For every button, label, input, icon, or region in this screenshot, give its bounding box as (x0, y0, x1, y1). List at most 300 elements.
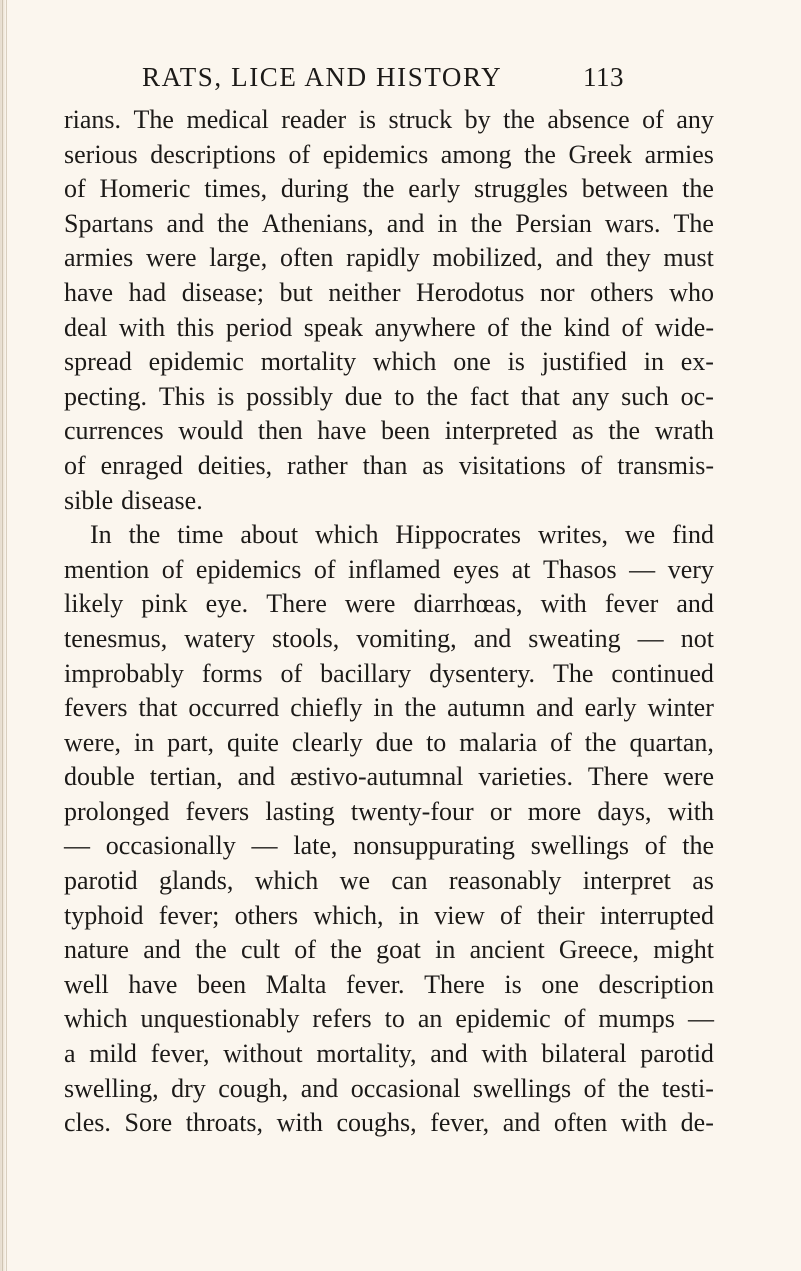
word: interpret (582, 866, 671, 896)
word: justified (541, 347, 627, 377)
word: but (279, 277, 313, 307)
word: fever. (346, 969, 405, 999)
word: description (598, 969, 714, 999)
word: dry (171, 1073, 206, 1103)
word: quartan, (629, 727, 714, 757)
word: of (313, 554, 336, 584)
word: mild (89, 1039, 137, 1069)
word: and (676, 589, 714, 619)
word: a (64, 1039, 76, 1069)
word: descriptions (150, 139, 276, 169)
word: the (608, 416, 641, 446)
word: were (663, 762, 714, 792)
word: then (257, 416, 303, 446)
word: and (473, 623, 512, 653)
word: coughs, (336, 1108, 417, 1138)
text-line (64, 276, 714, 311)
word: often (553, 1108, 608, 1138)
word: sweating (528, 623, 621, 653)
word: mobilized, (432, 243, 543, 273)
word: of (644, 831, 667, 861)
text-line (64, 1106, 714, 1141)
text-line (64, 691, 714, 726)
text-line (64, 657, 714, 692)
word: lasting (265, 796, 335, 826)
word: any (571, 381, 610, 411)
word: find (672, 520, 714, 550)
word: epidemic (455, 1004, 551, 1034)
word: likely (64, 589, 124, 619)
word: of (294, 935, 316, 965)
word: swellings (472, 1073, 572, 1103)
text-line (64, 484, 714, 519)
word: to (384, 1004, 405, 1034)
word: epidemic (148, 347, 244, 377)
word: of (161, 554, 184, 584)
word: throats, (185, 1108, 264, 1138)
word: quite (226, 727, 279, 757)
text-line (64, 518, 714, 553)
word: ex- (680, 347, 714, 377)
word: might (653, 935, 714, 965)
word: — (64, 831, 90, 861)
word: There (424, 969, 485, 999)
word: that (138, 693, 178, 723)
text-line (64, 1037, 714, 1072)
word: in (133, 727, 155, 757)
word: refers (312, 1004, 372, 1034)
text-line (64, 553, 714, 588)
word: Persian (515, 208, 592, 238)
word: nature (64, 935, 129, 965)
word: inflamed (348, 554, 441, 584)
word: between (581, 174, 669, 204)
word: The (673, 208, 714, 238)
word: visitations (458, 450, 566, 480)
word: the (470, 208, 503, 238)
word: in (373, 693, 394, 723)
word: pink (141, 589, 188, 619)
word: fever; (158, 900, 220, 930)
word: medical (186, 105, 269, 134)
word: with (667, 796, 714, 826)
word: have (128, 969, 178, 999)
word: of (280, 658, 303, 688)
body-text (64, 103, 714, 1141)
word: fever (604, 589, 659, 619)
word: clearly (291, 727, 363, 757)
word: parotid (640, 1039, 714, 1069)
word: an (417, 1004, 443, 1034)
word: speak (303, 312, 363, 342)
word: the (617, 1073, 650, 1103)
page-edge (0, 0, 7, 1271)
word: — (637, 623, 664, 653)
word: struggles (473, 174, 568, 204)
word: the (128, 520, 161, 550)
word: dysentery. (429, 658, 536, 688)
word: due (344, 381, 383, 411)
word: mention (64, 554, 150, 584)
word: would (178, 416, 244, 446)
word: in (435, 935, 456, 965)
word: spread (64, 347, 132, 377)
word: to (426, 727, 447, 757)
word: deities, (197, 450, 273, 480)
word: unquestionably (140, 1004, 300, 1034)
word: of (487, 312, 509, 342)
word: large, (209, 243, 268, 273)
word: tertian, (149, 762, 223, 792)
word: twenty-four (350, 796, 474, 826)
word: days, (597, 796, 652, 826)
word: varieties. (478, 762, 573, 792)
word: period (225, 312, 293, 342)
running-head (142, 62, 624, 96)
word: we (624, 520, 656, 550)
word: reasonably (448, 866, 562, 896)
word: There (266, 589, 327, 619)
word: fevers (185, 796, 250, 826)
word: cult (240, 935, 280, 965)
word: Hippocrates (395, 520, 522, 550)
word: of (642, 105, 664, 134)
word: — (629, 554, 656, 584)
text-line (64, 760, 714, 795)
word: reader (281, 105, 347, 134)
word: is (217, 381, 235, 411)
word: cles. (64, 1108, 111, 1138)
word: the (404, 693, 437, 723)
word: Malta (265, 969, 327, 999)
word: one (541, 969, 579, 999)
text-line (64, 380, 714, 415)
word: than (362, 450, 408, 480)
word: with (276, 1108, 323, 1138)
word: the (426, 381, 459, 411)
word: at (511, 554, 531, 584)
word: not (680, 623, 714, 653)
text-line (64, 241, 714, 276)
text-line (64, 1002, 714, 1037)
word: of (500, 900, 522, 930)
word: parotid (64, 866, 138, 896)
word: the (682, 174, 714, 204)
word: the (520, 312, 553, 342)
word: chiefly (290, 693, 363, 723)
word: that (520, 381, 560, 411)
word: the (217, 208, 249, 238)
word: of (64, 450, 86, 480)
word: they (605, 243, 651, 273)
word: in (398, 900, 419, 930)
word: we (339, 866, 370, 896)
word: forms (201, 658, 263, 688)
word: which (314, 520, 379, 550)
word: were (344, 589, 396, 619)
word: interrupted (599, 900, 714, 930)
text-line (64, 899, 714, 934)
text-line (64, 795, 714, 830)
word: early (584, 693, 637, 723)
word: possibly (246, 381, 333, 411)
word: others (234, 900, 299, 930)
word: in (643, 347, 664, 377)
text-line (64, 103, 714, 138)
word: fevers (64, 693, 128, 723)
word: struck (388, 105, 453, 134)
word: fever, (430, 1108, 490, 1138)
word: epidemics (322, 139, 429, 169)
word: disease. (121, 485, 203, 515)
word: time (177, 520, 224, 550)
text-line (64, 311, 714, 346)
word: the (194, 935, 227, 965)
word: their (536, 900, 585, 930)
word: neither (328, 277, 401, 307)
word: others (590, 277, 654, 307)
word: the (503, 105, 535, 134)
word: the (524, 139, 556, 169)
word: had (128, 277, 167, 307)
word: mortality (260, 347, 357, 377)
word: nonsuppurating (353, 831, 515, 861)
text-line (64, 829, 714, 864)
word: Herodotus (416, 277, 525, 307)
text-line (64, 172, 714, 207)
word: and (502, 1108, 541, 1138)
word: ancient (469, 935, 545, 965)
word: In (90, 520, 112, 550)
text-line (64, 587, 714, 622)
word: testi- (661, 1073, 714, 1103)
word: diarrhœas, (413, 589, 523, 619)
word: pecting. (64, 381, 148, 411)
word: currences (64, 416, 164, 446)
word: one (453, 347, 491, 377)
word: This (158, 381, 206, 411)
word: absence (547, 105, 630, 134)
word: which (64, 1004, 128, 1034)
word: the (362, 174, 395, 204)
word: very (667, 554, 714, 584)
word: is (504, 969, 522, 999)
word: swelling, (64, 1073, 159, 1103)
word: wide- (654, 312, 714, 342)
word: — (251, 831, 278, 861)
word: were (146, 243, 197, 273)
word: and (237, 762, 276, 792)
word: eyes (452, 554, 500, 584)
word: is (358, 105, 377, 134)
word: and (536, 693, 574, 723)
word: rapidly (346, 243, 420, 273)
word: and (300, 1073, 339, 1103)
word: enraged (100, 450, 183, 480)
text-line (64, 207, 714, 242)
word: Sore (124, 1108, 173, 1138)
word: writes, (537, 520, 608, 550)
word: rather (287, 450, 348, 480)
word: improbably (64, 658, 184, 688)
word: Greece, (558, 935, 640, 965)
word: been (197, 969, 247, 999)
word: swellings (530, 831, 629, 861)
text-line (64, 414, 714, 449)
word: — (687, 1004, 714, 1034)
word: been (381, 416, 431, 446)
word: goat (376, 935, 421, 965)
word: eye. (205, 589, 249, 619)
word: which, (313, 900, 384, 930)
word: due (375, 727, 414, 757)
word: among (440, 139, 512, 169)
word: have (64, 277, 114, 307)
word: æstivo-autumnal (290, 762, 464, 792)
word: wars. (604, 208, 661, 238)
word: armies (644, 139, 714, 169)
word: and (143, 935, 181, 965)
word: bilateral (541, 1039, 627, 1069)
word: any (676, 105, 714, 134)
page-number: 113 (583, 62, 624, 92)
word: this (176, 312, 215, 342)
word: part, (167, 727, 215, 757)
word: in (437, 208, 458, 238)
word: fact (469, 381, 509, 411)
word: nor (539, 277, 575, 307)
word: disease; (181, 277, 265, 307)
word: which (254, 866, 319, 896)
word: sible (64, 485, 114, 515)
word: often (279, 243, 334, 273)
word: The (553, 658, 594, 688)
word: wrath (654, 416, 714, 446)
word: have (317, 416, 367, 446)
word: interpreted (444, 416, 558, 446)
word: can (391, 866, 428, 896)
word: of (64, 174, 86, 204)
word: the (682, 831, 714, 861)
word: were, (64, 727, 122, 757)
word: glands, (159, 866, 234, 896)
word: Spartans (64, 208, 154, 238)
text-line (64, 726, 714, 761)
word: stools, (272, 623, 340, 653)
word: as (692, 866, 714, 896)
word: which (372, 347, 437, 377)
word: occasional (350, 1073, 461, 1103)
word: or (489, 796, 512, 826)
word: oc- (680, 381, 714, 411)
word: transmis- (617, 450, 714, 480)
word: vomiting, (356, 623, 457, 653)
word: autumn (447, 693, 526, 723)
text-line (64, 449, 714, 484)
word: of (583, 1073, 606, 1103)
word: the (330, 935, 362, 965)
word: with (118, 312, 166, 342)
word: rians. (64, 105, 122, 134)
word: more (527, 796, 582, 826)
word: cough, (218, 1073, 289, 1103)
word: There (587, 762, 649, 792)
word: with (481, 1039, 528, 1069)
word: well (64, 969, 109, 999)
word: such (621, 381, 669, 411)
word: prolonged (64, 796, 170, 826)
word: epidemics (195, 554, 302, 584)
word: about (240, 520, 299, 550)
word: bacillary (320, 658, 412, 688)
text-line (64, 138, 714, 173)
word: watery (184, 623, 256, 653)
text-line (64, 622, 714, 657)
text-line (64, 968, 714, 1003)
word: anywhere (374, 312, 476, 342)
word: of (621, 312, 644, 342)
word: malaria (459, 727, 538, 757)
word: of (563, 1004, 586, 1034)
word: continued (611, 658, 714, 688)
word: double (64, 762, 135, 792)
word: as (422, 450, 444, 480)
word: early (408, 174, 461, 204)
word: as (572, 416, 594, 446)
word: armies (64, 243, 134, 273)
word: serious (64, 139, 138, 169)
word: and (166, 208, 205, 238)
word: who (669, 277, 714, 307)
running-head-title: RATS, LICE AND HISTORY (142, 62, 503, 92)
word: and (430, 1039, 468, 1069)
word: occasionally (105, 831, 236, 861)
word: of (550, 727, 572, 757)
word: with (620, 1108, 668, 1138)
word: late, (293, 831, 338, 861)
text-line (64, 345, 714, 380)
word: mortality, (316, 1039, 417, 1069)
word: to (394, 381, 415, 411)
text-line (64, 933, 714, 968)
word: winter (647, 693, 714, 723)
word: The (133, 105, 174, 134)
word: mumps (598, 1004, 675, 1034)
word: tenesmus, (64, 623, 168, 653)
word: view (434, 900, 485, 930)
word: occurred (188, 693, 280, 723)
word: is (507, 347, 525, 377)
word: Homeric (99, 174, 191, 204)
word: de- (680, 1108, 714, 1138)
word: must (663, 243, 714, 273)
word: without (223, 1039, 303, 1069)
word: Greek (568, 139, 633, 169)
word: during (280, 174, 349, 204)
text-line (64, 864, 714, 899)
word: and (386, 208, 425, 238)
word: fever, (150, 1039, 210, 1069)
word: Thasos (542, 554, 617, 584)
word: the (584, 727, 617, 757)
word: of (288, 139, 311, 169)
text-line (64, 1072, 714, 1107)
word: Athenians, (261, 208, 374, 238)
word: and (555, 243, 594, 273)
word: kind (563, 312, 610, 342)
word: of (580, 450, 603, 480)
word: with (540, 589, 587, 619)
